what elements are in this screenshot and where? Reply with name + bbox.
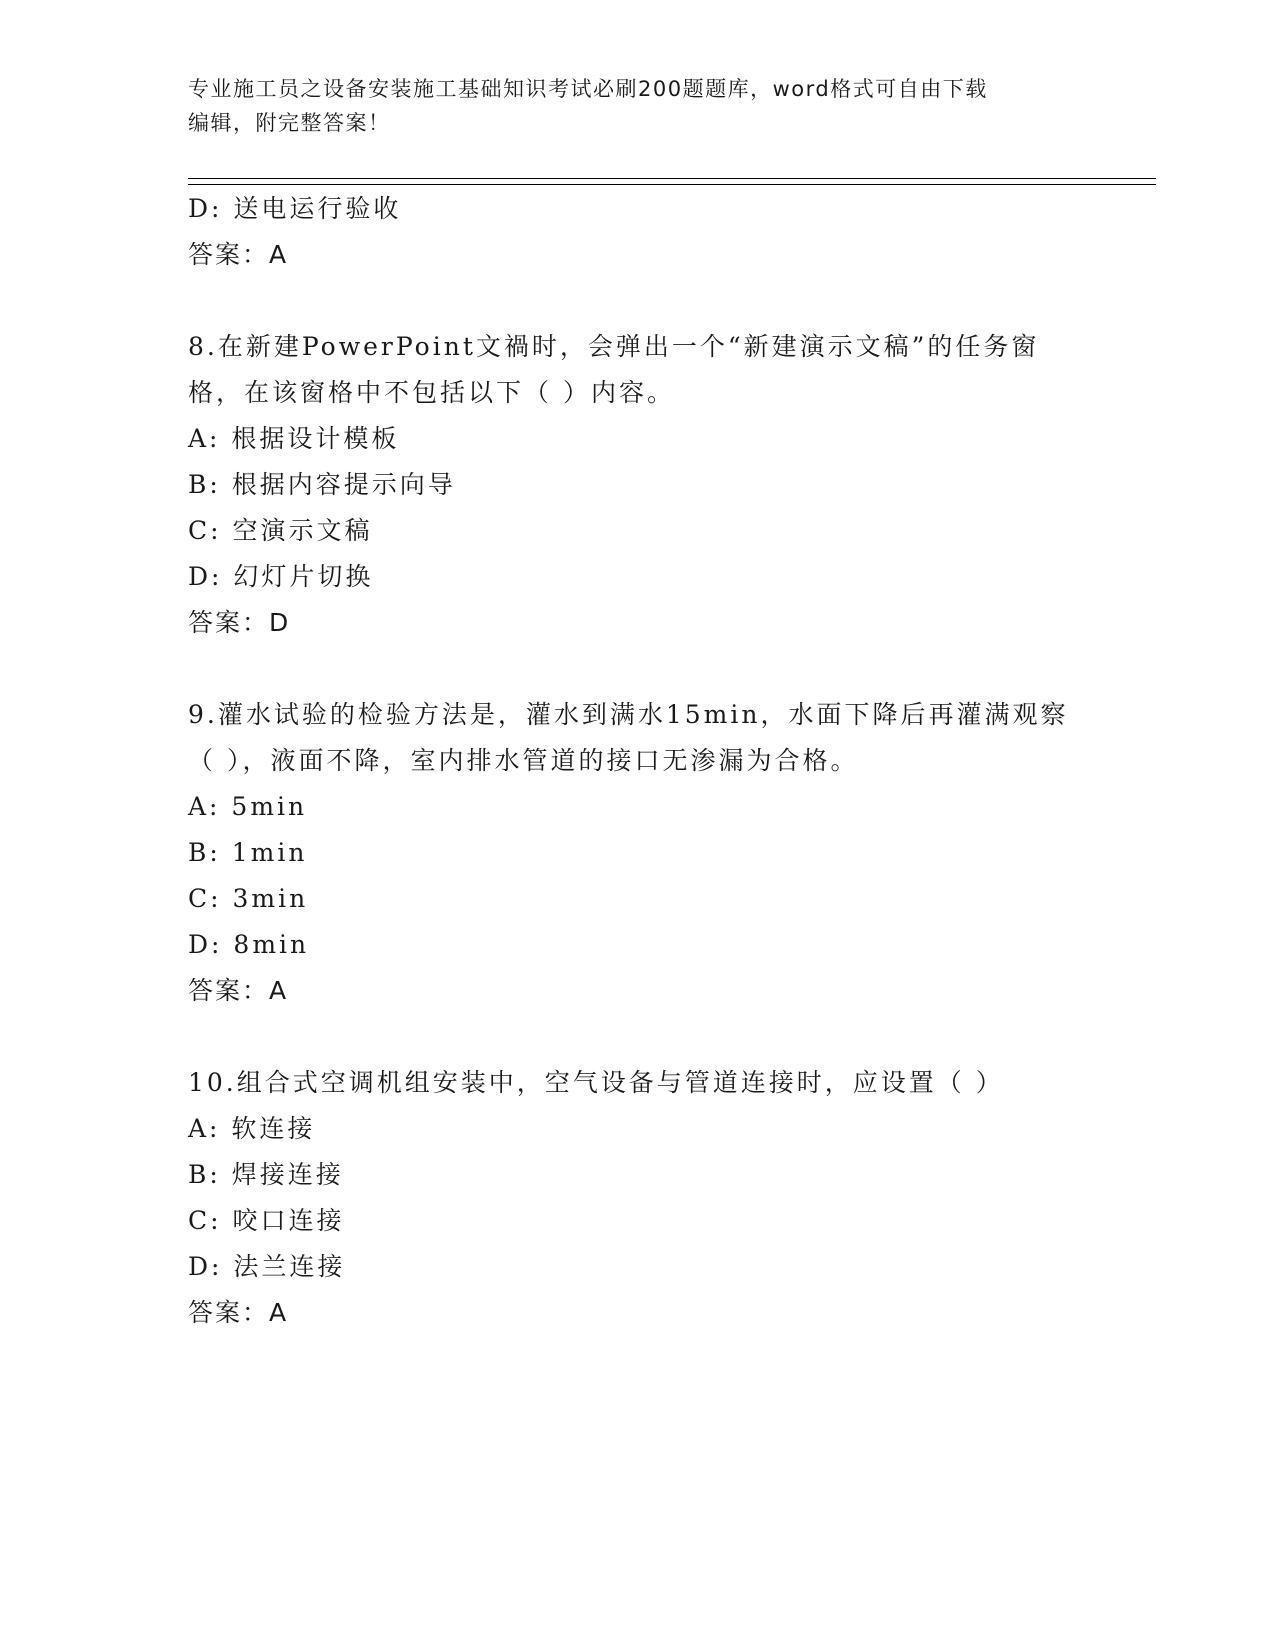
- option-a: A: 软连接: [188, 1114, 316, 1143]
- option-a: A: 5min: [188, 792, 308, 821]
- page-header: [188, 72, 1068, 140]
- question-text-continued: （ ），液面不降，室内排水管道的接口无渗漏为合格。: [188, 746, 859, 775]
- question-text: 8.在新建PowerPoint文禍时，会弹出一个“新建演示文稿”的任务窗: [188, 332, 1040, 361]
- option-c: C: 咬口连接: [188, 1206, 345, 1235]
- option-c: C: 3min: [188, 884, 309, 913]
- option-d: D: 8min: [188, 930, 310, 959]
- answer-line: 答案：A: [188, 1298, 289, 1327]
- option-a: A: 根据设计模板: [188, 424, 400, 453]
- carryover-question: [188, 186, 1088, 278]
- answer-line: 答案：A: [188, 976, 289, 1005]
- option-d: D: 幻灯片切换: [188, 562, 374, 591]
- header-divider-bottom: [188, 184, 1156, 185]
- header-divider-top: [188, 178, 1156, 179]
- question-9: [188, 692, 1088, 1014]
- option-b: B: 根据内容提示向导: [188, 470, 456, 499]
- answer-line: 答案：A: [188, 240, 289, 269]
- question-text: 10.组合式空调机组安装中，空气设备与管道连接时，应设置（ ）: [188, 1068, 1004, 1097]
- option-d: D: 送电运行验收: [188, 194, 402, 223]
- question-text: 9.灌水试验的检验方法是，灌水到满水15min，水面下降后再灌满观察: [188, 700, 1069, 729]
- option-b: B: 焊接连接: [188, 1160, 344, 1189]
- header-title-line-2: 编辑，附完整答案！: [188, 111, 391, 135]
- option-c: C: 空演示文稿: [188, 516, 373, 545]
- answer-line: 答案：D: [188, 608, 291, 637]
- document-body: [188, 186, 1088, 1336]
- question-10: [188, 1060, 1088, 1336]
- option-b: B: 1min: [188, 838, 308, 867]
- question-text-continued: 格，在该窗格中不包括以下（ ）内容。: [188, 378, 675, 407]
- option-d: D: 法兰连接: [188, 1252, 346, 1281]
- header-title-line-1: 专业施工员之设备安装施工基础知识考试必刷200题题库，word格式可自由下载: [188, 77, 988, 101]
- question-8: [188, 324, 1088, 646]
